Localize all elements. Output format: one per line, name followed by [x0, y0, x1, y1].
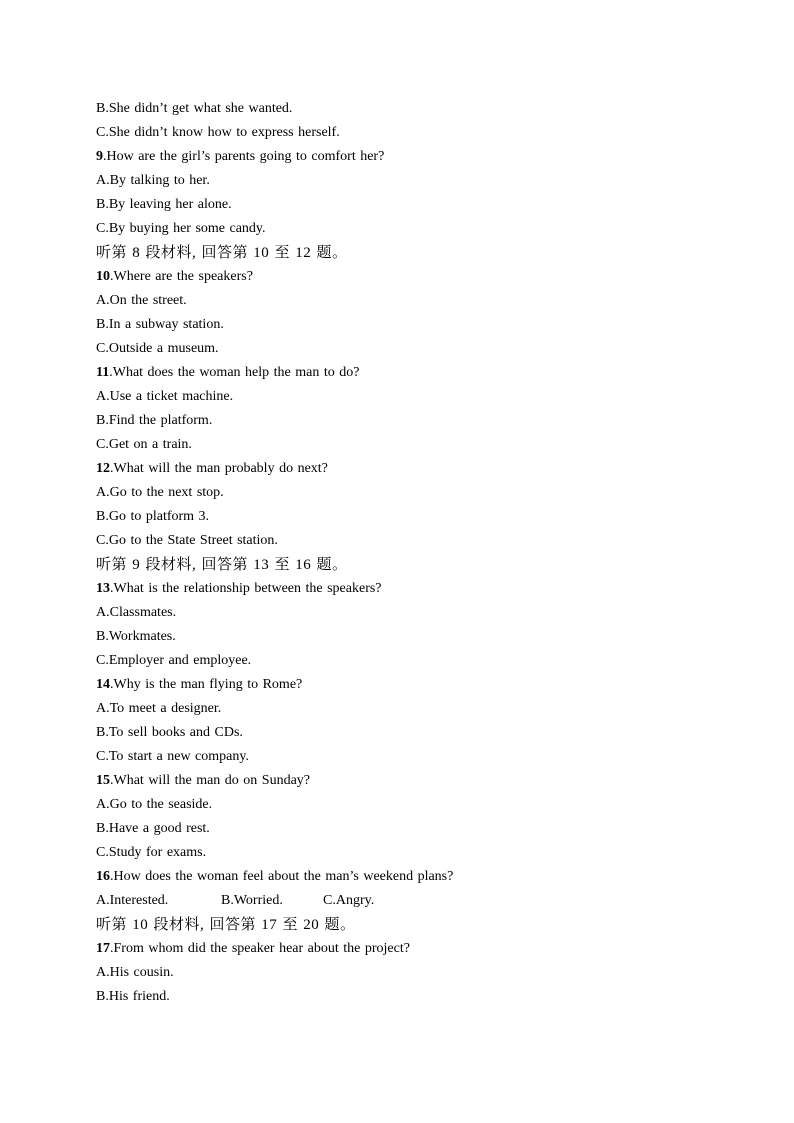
question-11	[96, 361, 716, 385]
question-number: 12	[96, 461, 110, 476]
answer-option: B.Go to platform 3.	[96, 509, 210, 524]
answer-option: A.Interested.	[96, 893, 169, 908]
answer-option: B.In a subway station.	[96, 317, 224, 332]
answer-option: A.Go to the next stop.	[96, 485, 224, 500]
answer-option: A.Classmates.	[96, 605, 177, 620]
answer-option: C.Get on a train.	[96, 437, 192, 452]
question-12	[96, 457, 716, 481]
answer-option: B.His friend.	[96, 989, 170, 1004]
answer-option: B.Worried.	[221, 893, 283, 908]
question-text: .What does the woman help the man to do?	[109, 365, 360, 380]
answer-option: C.Go to the State Street station.	[96, 533, 278, 548]
answer-option: A.Use a ticket machine.	[96, 389, 234, 404]
question-number: 16	[96, 869, 110, 884]
answer-option: A.On the street.	[96, 293, 187, 308]
answer-option: B.To sell books and CDs.	[96, 725, 243, 740]
answer-option: A.His cousin.	[96, 965, 174, 980]
answer-option: C.Study for exams.	[96, 845, 207, 860]
question-text: .How does the woman feel about the man’s weekend plans?	[110, 869, 454, 884]
answer-option: A.Go to the seaside.	[96, 797, 213, 812]
question-text: .Why is the man flying to Rome?	[110, 677, 303, 692]
answer-option: C.Employer and employee.	[96, 653, 252, 668]
question-15	[96, 769, 716, 793]
question-number: 9	[96, 149, 103, 164]
answer-option: B.Workmates.	[96, 629, 176, 644]
answer-option: B.By leaving her alone.	[96, 197, 232, 212]
answer-option: A.To meet a designer.	[96, 701, 222, 716]
answer-option: B.She didn’t get what she wanted.	[96, 101, 293, 116]
question-text: .What will the man probably do next?	[110, 461, 328, 476]
answer-option: C.Angry.	[323, 893, 375, 908]
question-17	[96, 937, 716, 961]
question-number: 11	[96, 365, 110, 380]
question-9	[96, 145, 716, 169]
question-number: 17	[96, 941, 110, 956]
answer-option: B.Have a good rest.	[96, 821, 210, 836]
document-page	[96, 97, 716, 1009]
answer-option: A.By talking to her.	[96, 173, 210, 188]
question-text: .From whom did the speaker hear about the project?	[110, 941, 410, 956]
section-instruction: 听第 8 段材料, 回答第 10 至 12 题。	[96, 245, 348, 261]
question-number: 13	[96, 581, 110, 596]
answer-option: C.She didn’t know how to express herself.	[96, 125, 340, 140]
question-text: .How are the girl’s parents going to comfort her?	[103, 149, 385, 164]
question-number: 10	[96, 269, 110, 284]
answer-options-row	[96, 889, 716, 913]
question-13	[96, 577, 716, 601]
question-text: .What is the relationship between the speakers?	[110, 581, 382, 596]
question-16	[96, 865, 716, 889]
answer-option: C.By buying her some candy.	[96, 221, 266, 236]
question-number: 14	[96, 677, 110, 692]
answer-option: C.Outside a museum.	[96, 341, 219, 356]
question-text: .What will the man do on Sunday?	[110, 773, 311, 788]
question-text: .Where are the speakers?	[110, 269, 253, 284]
question-number: 15	[96, 773, 110, 788]
section-instruction: 听第 9 段材料, 回答第 13 至 16 题。	[96, 557, 348, 573]
section-instruction: 听第 10 段材料, 回答第 17 至 20 题。	[96, 917, 356, 933]
question-14	[96, 673, 716, 697]
question-10	[96, 265, 716, 289]
answer-option: B.Find the platform.	[96, 413, 213, 428]
answer-option: C.To start a new company.	[96, 749, 249, 764]
